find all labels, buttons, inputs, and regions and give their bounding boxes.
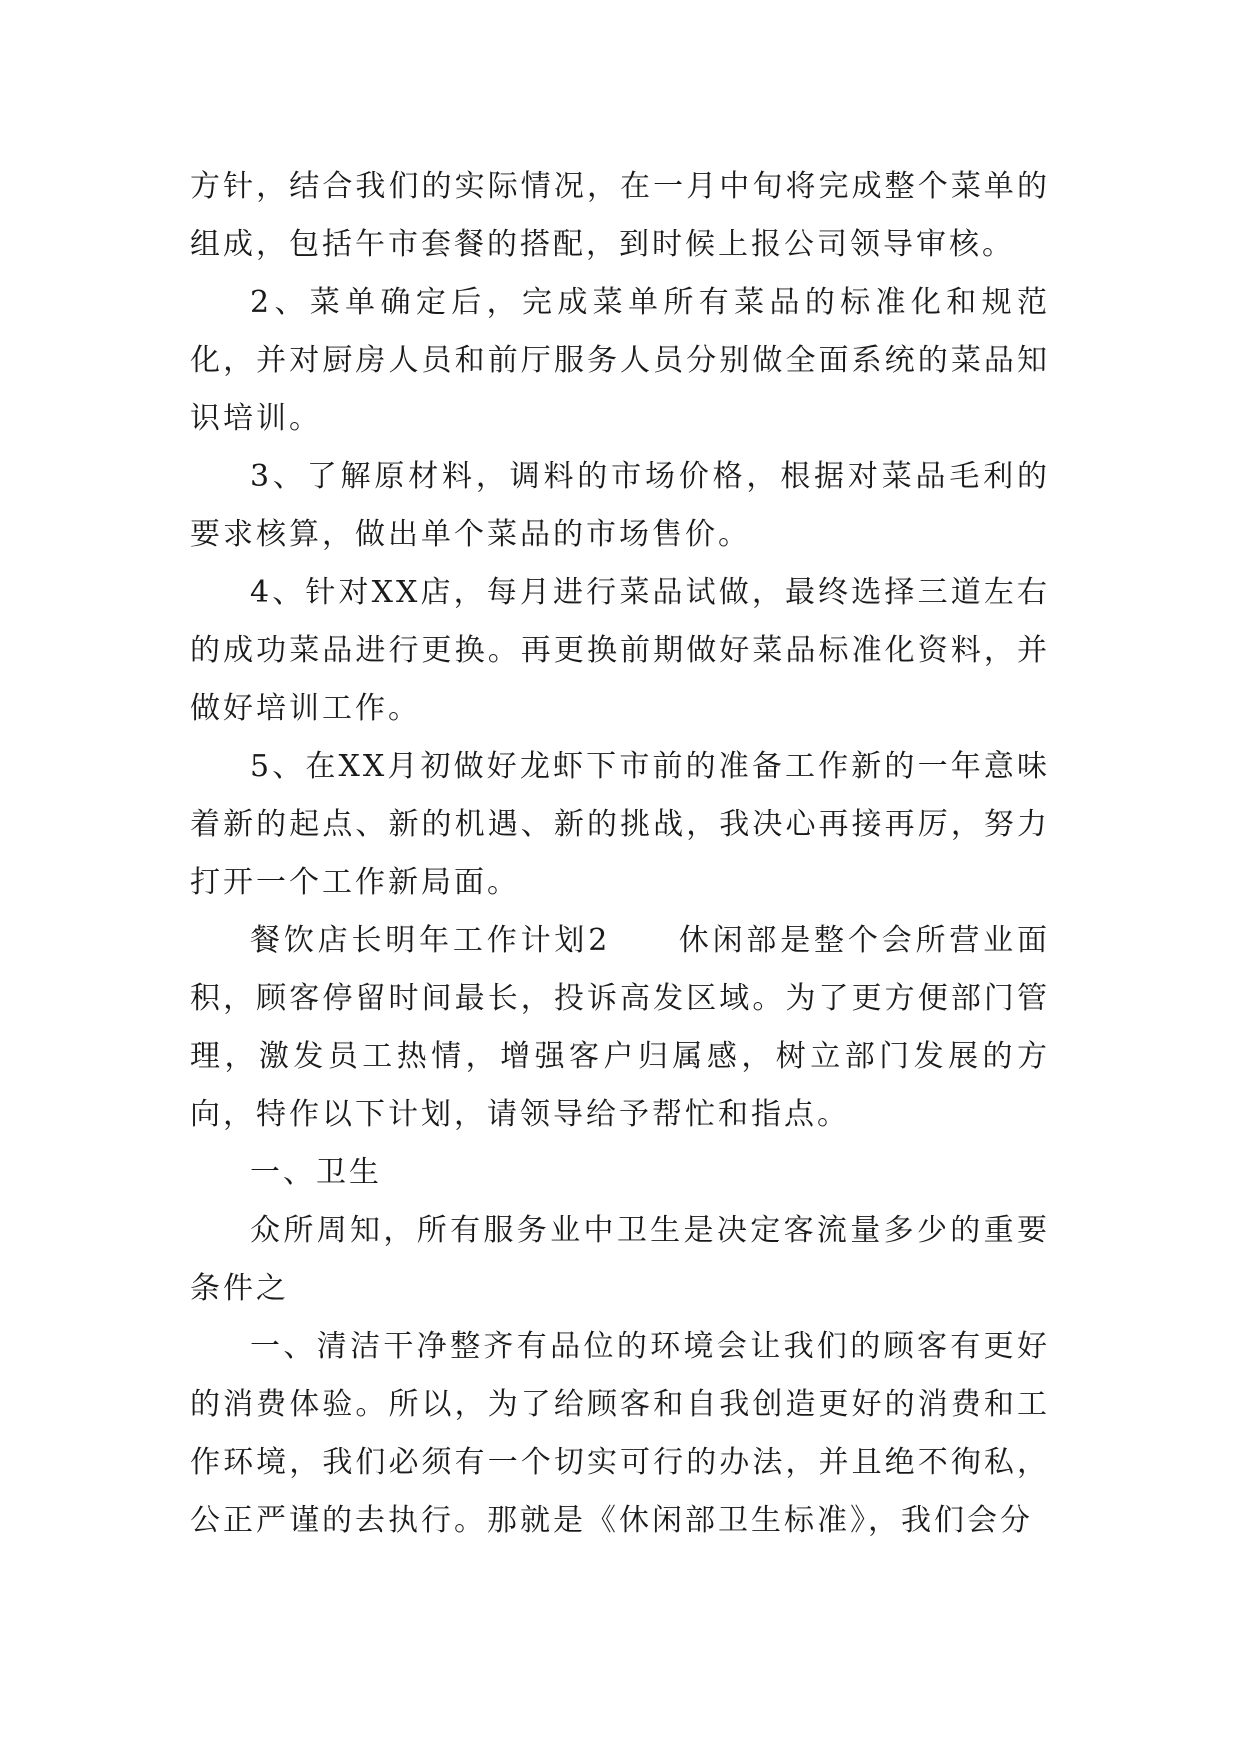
paragraph-3: 3、了解原材料，调料的市场价格，根据对菜品毛利的要求核算，做出单个菜品的市场售价。 xyxy=(190,459,1050,552)
paragraph-6: 餐饮店长明年工作计划2 休闲部是整个会所营业面积，顾客停留时间最长，投诉高发区域。为了更方便部门管理，激发员工热情，增强客户归属感，树立部门发展的方向，特作以下计划，请领导给予帮忙和指点。 xyxy=(190,923,1050,1132)
paragraph-4: 4、针对XX店，每月进行菜品试做，最终选择三道左右的成功菜品进行更换。再更换前期做好菜品标准化资料，并做好培训工作。 xyxy=(190,575,1050,726)
paragraph-9: 一、清洁干净整齐有品位的环境会让我们的顾客有更好的消费体验。所以，为了给顾客和自我创造更好的消费和工作环境，我们必须有一个切实可行的办法，并且绝不徇私，公正严谨的去执行。那就是《休闲部卫生标准》，我们会分 xyxy=(190,1329,1050,1538)
paragraph-5: 5、在XX月初做好龙虾下市前的准备工作新的一年意味着新的起点、新的机遇、新的挑战，我决心再接再厉，努力打开一个工作新局面。 xyxy=(190,749,1050,900)
paragraph-1: 方针，结合我们的实际情况，在一月中旬将完成整个菜单的组成，包括午市套餐的搭配，到时候上报公司领导审核。 xyxy=(190,169,1050,262)
section-heading-hygiene: 一、卫生 xyxy=(250,1155,382,1190)
paragraph-8: 众所周知，所有服务业中卫生是决定客流量多少的重要条件之 xyxy=(190,1213,1050,1306)
document-body xyxy=(190,158,1050,1550)
paragraph-2: 2、菜单确定后，完成菜单所有菜品的标准化和规范化，并对厨房人员和前厅服务人员分别做全面系统的菜品知识培训。 xyxy=(190,285,1050,436)
